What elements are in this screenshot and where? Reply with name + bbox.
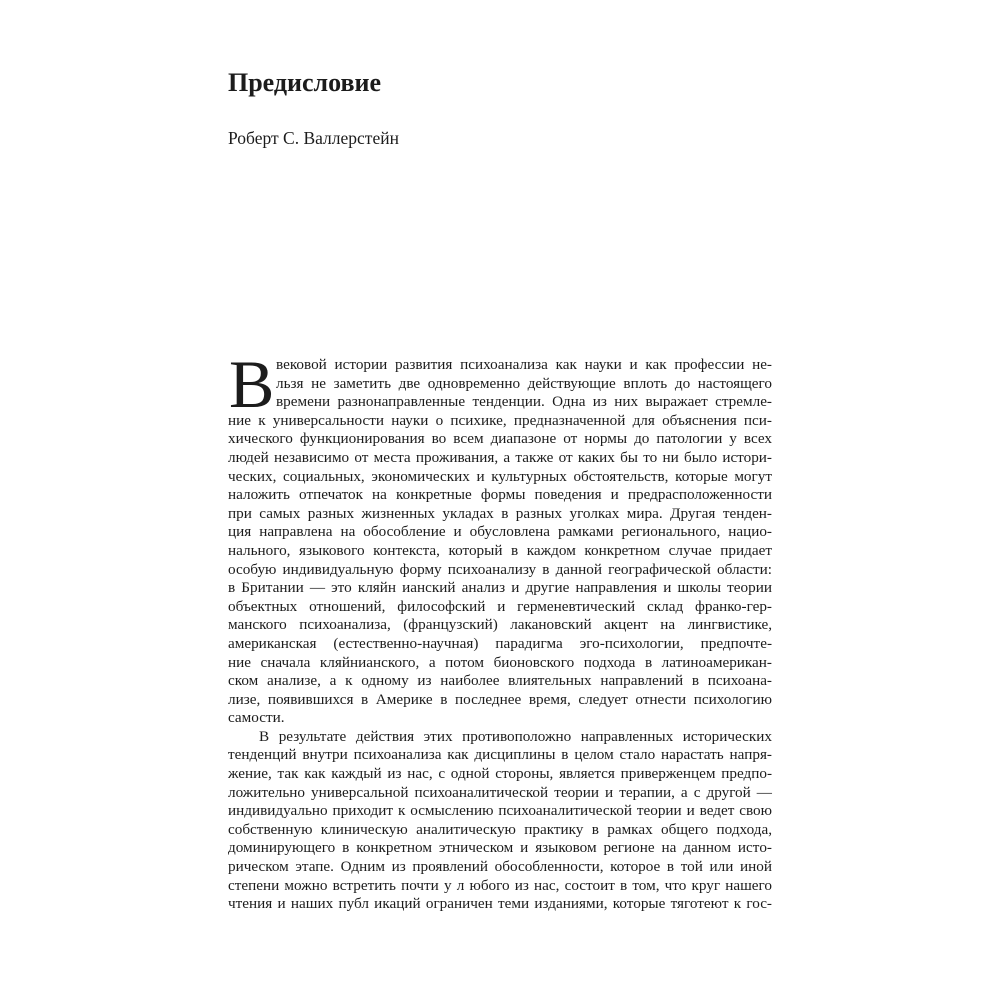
paragraph-1 <box>228 356 772 728</box>
text-line: самости. <box>228 709 285 727</box>
text-line: ложительно универсальной психоаналитической теории и терапии, а с другой — <box>228 783 772 801</box>
text-line: ние сначала кляйнианского, а потом бионовского подхода в латиноамерикан- <box>228 653 772 671</box>
text-line: рическом этапе. Одним из проявлений обособленности, которое в той или иной <box>228 858 772 876</box>
body-text <box>228 346 772 914</box>
text-line: особую индивидуальную форму психоанализу в данной географической области: <box>228 560 772 578</box>
text-line: ние к универсальности науки о психике, предназначенной для объяснения пси- <box>228 411 772 429</box>
text-line: при самых разных жизненных укладах в разных уголках мира. Другая тенден- <box>228 504 772 522</box>
text-line: американская (естественно-научная) парадигма эго-психологии, предпочте- <box>228 634 772 652</box>
text-line: манского психоанализа, (французский) лакановский акцент на лингвистике, <box>228 616 772 634</box>
text-line: доминирующего в конкретном этническом и языковом регионе на данном истo- <box>228 839 772 857</box>
text-line: наложить отпечаток на конкретные формы поведения и предрасположенности <box>228 486 772 504</box>
paragraph-2 <box>228 728 772 914</box>
text-line: тенденций внутри психоанализа как дисциплины в целом стало нарастать напря- <box>228 746 772 764</box>
text-line: чтения и наших публ икаций ограничен теми изданиями, которые тяготеют к гос- <box>228 895 772 913</box>
chapter-author: Роберт С. Валлерстейн <box>228 128 399 148</box>
chapter-title: Предисловие <box>228 68 382 97</box>
text-line: лизе, появившихся в Америке в последнее время, следует отнести психологию <box>228 690 772 708</box>
text-line: ском анализе, а к одному из наиболее влиятельных направлений в психоана- <box>228 672 772 690</box>
text-line: нального, языкового контекста, который в каждом конкретном случае придает <box>228 541 772 559</box>
text-line: индивидуально приходит к осмыслению психоаналитической теории и ведет свою <box>228 802 772 820</box>
drop-cap: В <box>229 346 275 422</box>
text-line: ция направлена на обособление и обусловлена рамками регионального, нацио- <box>228 523 772 541</box>
text-line: в Британии — это кляйн ианский анализ и другие направления и школы теории <box>228 579 772 597</box>
text-line: вековой истории развития психоанализа как науки и как профессии не- <box>276 356 772 373</box>
text-line: объектных отношений, философский и герменевтический склад франко-гер- <box>228 597 772 615</box>
text-line: льзя не заметить две одновременно действующие вплоть до настоящего <box>276 374 772 392</box>
text-line: хического функционирования во всем диапазоне от нормы до патологии у всех <box>228 430 772 448</box>
text-line: жение, так как каждый из нас, с одной стороны, является приверженцем предпо- <box>228 765 772 783</box>
text-line: степени можно встретить почти у л юбого из нас, состоит в том, что круг нашего <box>228 876 772 894</box>
text-line: людей независимо от места проживания, а также от каких бы то ни было истори- <box>228 448 772 466</box>
text-line: В результате действия этих противоположно направленных исторических <box>259 727 772 745</box>
text-line: ческих, социальных, экономических и культурных обстоятельств, которые могут <box>228 467 772 485</box>
text-line: времени разнонаправленные тенденции. Одна из них выражает стремле- <box>276 393 772 411</box>
text-line: собственную клиническую аналитическую практику в рамках общего подхода, <box>228 820 772 838</box>
